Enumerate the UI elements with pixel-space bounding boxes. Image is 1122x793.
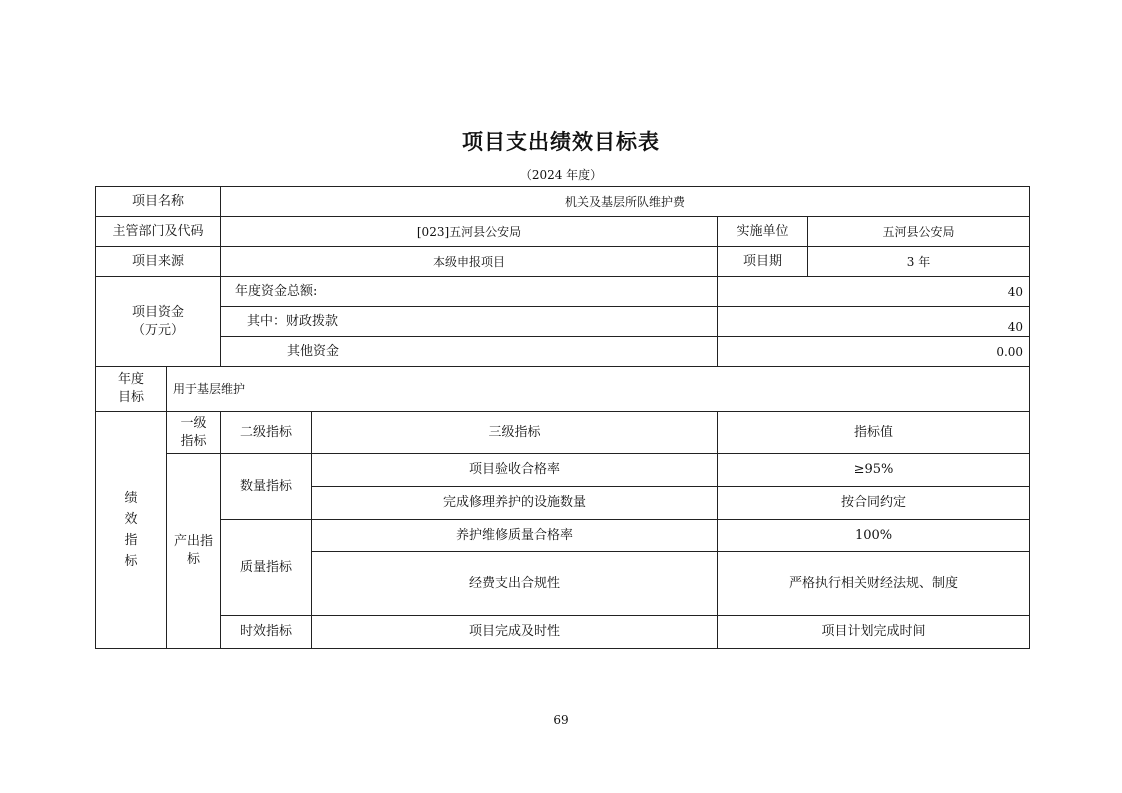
perf-char: 效 [124, 512, 138, 527]
indicator-name: 养护维修质量合格率 [312, 520, 718, 552]
source-value: 本级申报项目 [221, 247, 718, 277]
implementing-unit-value: 五河县公安局 [808, 217, 1030, 247]
annual-target-label-line1: 年度 [117, 372, 144, 387]
table-row [96, 520, 1030, 552]
table-row [96, 187, 1030, 217]
indicator-name: 经费支出合规性 [312, 552, 718, 616]
indicator-value: 100% [718, 520, 1030, 552]
funds-label-line2: （万元） [132, 322, 185, 338]
implementing-unit-label: 实施单位 [718, 217, 808, 247]
quantity-indicator: 数量指标 [221, 454, 312, 520]
other-funds-value: 0.00 [718, 337, 1030, 367]
indicator-name: 项目完成及时性 [312, 616, 718, 649]
total-funds-label: 年度资金总额: [221, 277, 718, 307]
indicator-value: 严格执行相关财经法规、制度 [718, 552, 1030, 616]
perf-char: 绩 [124, 491, 138, 506]
table-row [96, 307, 1030, 337]
indicator-name: 完成修理养护的设施数量 [312, 487, 718, 520]
table-row [96, 277, 1030, 307]
indicator-value: ≥95% [718, 454, 1030, 487]
timeliness-indicator: 时效指标 [221, 616, 312, 649]
annual-target-label [96, 367, 167, 412]
performance-target-table [95, 186, 1030, 649]
level3-header: 三级指标 [312, 412, 718, 454]
output-indicator: 产出指标 [167, 454, 221, 649]
table-row [96, 454, 1030, 487]
table-row [96, 217, 1030, 247]
value-header: 指标值 [718, 412, 1030, 454]
source-label: 项目来源 [96, 247, 221, 277]
fiscal-funds-label: 其中：财政拨款 [221, 307, 718, 337]
page-number: 69 [553, 713, 569, 727]
perf-char: 标 [124, 554, 138, 569]
fiscal-funds-value: 40 [718, 307, 1030, 337]
performance-indicator-label [96, 412, 167, 649]
period-value: 3 年 [808, 247, 1030, 277]
level2-header: 二级指标 [221, 412, 312, 454]
year-label: （2024 年度） [519, 168, 603, 182]
table-row [96, 616, 1030, 649]
funds-label-line1: 项目资金 [132, 304, 185, 320]
indicator-value: 按合同约定 [718, 487, 1030, 520]
level1-header [167, 412, 221, 454]
level1-header-line2: 指标 [180, 433, 207, 449]
annual-target-value: 用于基层维护 [167, 367, 1030, 412]
other-funds-label: 其他资金 [221, 337, 718, 367]
page-title: 项目支出绩效目标表 [462, 130, 660, 154]
project-name-label: 项目名称 [96, 187, 221, 217]
indicator-name: 项目验收合格率 [312, 454, 718, 487]
period-label: 项目期 [718, 247, 808, 277]
table-row [96, 337, 1030, 367]
annual-target-label-line2: 目标 [117, 390, 144, 405]
department-value: [023]五河县公安局 [221, 217, 718, 247]
department-label: 主管部门及代码 [96, 217, 221, 247]
perf-char: 指 [124, 533, 138, 548]
indicator-value: 项目计划完成时间 [718, 616, 1030, 649]
total-funds-value: 40 [718, 277, 1030, 307]
table-row [96, 367, 1030, 412]
table-row [96, 247, 1030, 277]
level1-header-line1: 一级 [180, 415, 207, 431]
project-name-value: 机关及基层所队维护费 [221, 187, 1030, 217]
table-row [96, 412, 1030, 454]
funds-label [96, 277, 221, 367]
quality-indicator: 质量指标 [221, 520, 312, 616]
